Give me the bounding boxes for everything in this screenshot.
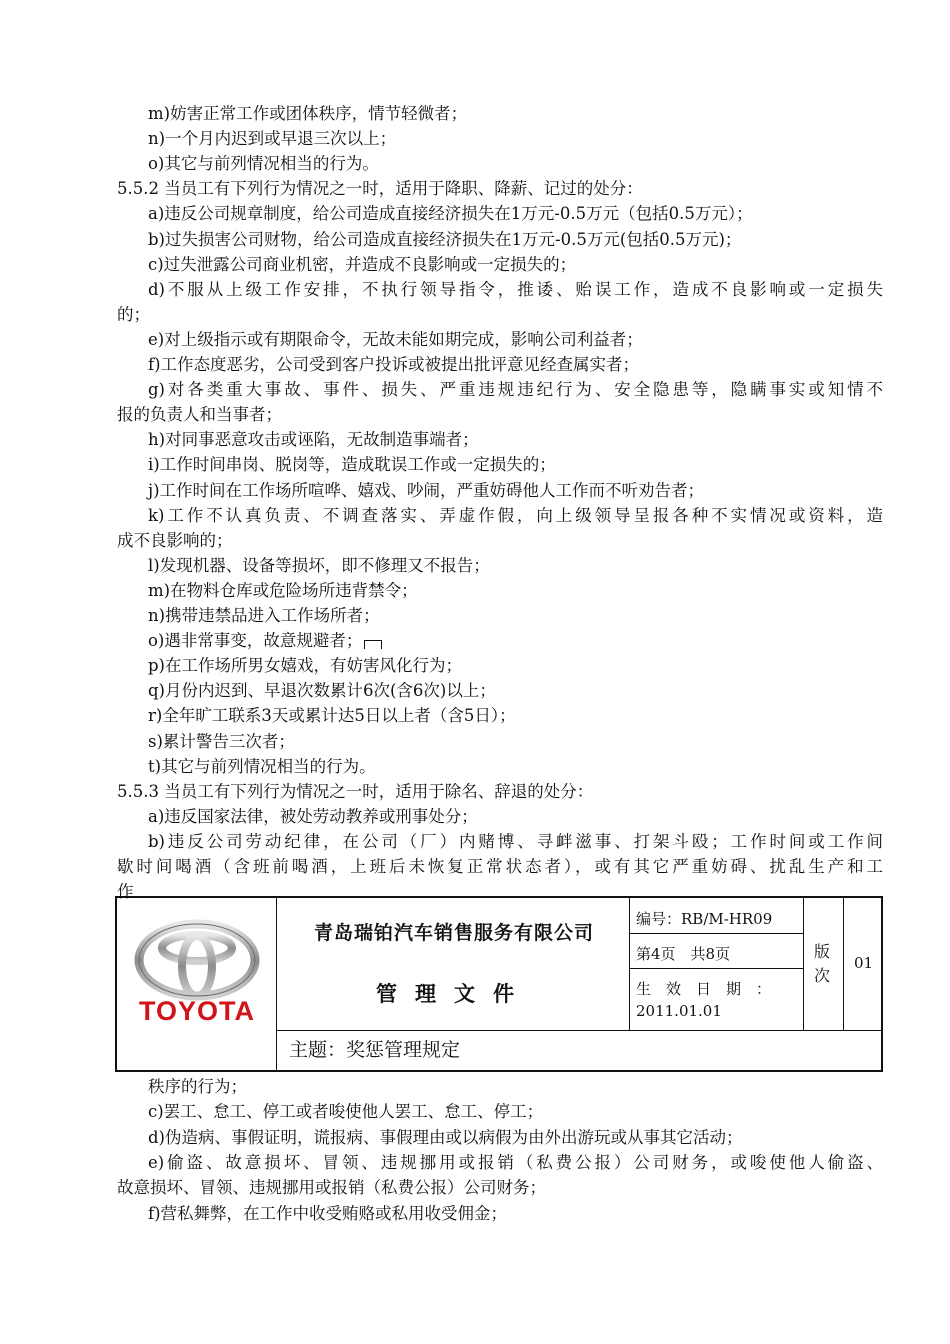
text-line — [148, 1102, 543, 1122]
text-line-content: 的； — [117, 304, 150, 324]
text-line-content: e)对上级指示或有期限命令，无故未能如期完成，影响公司利益者； — [148, 329, 643, 349]
text-line — [148, 230, 741, 250]
text-line — [117, 782, 593, 802]
text-line-content: t)其它与前列情况相当的行为。 — [148, 756, 376, 776]
version-number: 01 — [854, 954, 874, 972]
version-label: 版次 — [814, 942, 831, 985]
text-line — [148, 129, 396, 149]
text-line-content: j)工作时间在工作场所喧哗、嬉戏、吵闹，严重妨碍他人工作而不听劝告者； — [148, 480, 705, 500]
text-line-content: g)对各类重大事故、事件、损失、严重违规违纪行为、安全隐患等，隐瞒事实或知情不 — [148, 380, 883, 400]
text-line-content: b)过失损害公司财物，给公司造成直接经济损失在1万元-0.5万元(包括0.5万元)； — [148, 229, 742, 249]
text-line — [148, 481, 704, 501]
text-line — [148, 732, 295, 752]
text-line — [148, 355, 639, 375]
text-line — [148, 280, 883, 300]
text-line-content: 成不良影响的； — [117, 530, 233, 550]
text-line — [148, 204, 753, 224]
text-line-content: d)不服从上级工作安排，不执行领导指令，推诿、贻误工作，造成不良影响或一定损失 — [148, 279, 883, 299]
text-line — [148, 656, 462, 676]
text-line — [148, 1128, 743, 1148]
text-line — [148, 506, 883, 526]
text-line-content: 秩序的行为； — [148, 1077, 247, 1096]
text-line-content: p)在工作场所男女嬉戏，有妨害风化行为； — [148, 656, 462, 676]
text-line — [117, 1178, 546, 1198]
document-code: 编号：RB/M-HR09 — [636, 910, 773, 928]
page-number: 第4页 共8页 — [636, 945, 731, 963]
text-line — [148, 681, 496, 701]
text-line-content: 5.5.2 当员工有下列行为情况之一时，适用于降职、降薪、记过的处分： — [117, 179, 643, 199]
text-line — [148, 757, 376, 777]
text-line-content: o)遇非常事变，故意规避者； — [148, 631, 363, 651]
text-line-content: m)妨害正常工作或团体秩序，情节轻微者； — [148, 104, 468, 123]
text-line-content: b)违反公司劳动纪律，在公司（厂）内赌博、寻衅滋事、打架斗殴；工作时间或工作间 — [148, 831, 883, 851]
effective-date: 2011.01.01 — [636, 1002, 722, 1020]
document-subject: 主题：奖惩管理规定 — [289, 1039, 461, 1061]
text-line — [117, 857, 883, 877]
text-line — [148, 556, 490, 576]
text-line-content: c)过失泄露公司商业机密，并造成不良影响或一定损失的； — [148, 254, 577, 274]
text-line-content: m)在物料仓库或危险场所违背禁令； — [148, 580, 418, 600]
text-line — [148, 380, 883, 400]
text-line-content: o)其它与前列情况相当的行为。 — [148, 154, 379, 174]
text-line — [148, 581, 418, 601]
text-line — [148, 104, 467, 124]
text-line — [148, 430, 479, 450]
text-line — [148, 1153, 883, 1173]
text-line — [148, 832, 883, 852]
text-line-content: e)偷盗、故意损坏、冒领、违规挪用或报销（私费公报）公司财务，或唆使他人偷盗、 — [148, 1152, 883, 1172]
document-header — [115, 896, 883, 1072]
text-line — [148, 330, 643, 350]
text-line — [117, 305, 150, 325]
text-line-content: c)罢工、怠工、停工或者唆使他人罢工、怠工、停工； — [148, 1102, 544, 1122]
effective-date-label: 生 效 日 期 ： — [636, 980, 772, 998]
text-line-content: 报的负责人和当事者； — [117, 405, 282, 425]
text-line — [148, 706, 516, 726]
text-line-content: d)伪造病、事假证明，谎报病、事假理由或以病假为由外出游玩或从事其它活动； — [148, 1127, 743, 1147]
toyota-emblem-icon — [117, 898, 277, 1072]
text-line — [117, 531, 233, 551]
text-line-content: f)营私舞弊，在工作中收受贿赂或私用收受佣金； — [148, 1203, 508, 1223]
text-line — [148, 1077, 247, 1097]
text-line-content: n)携带违禁品进入工作场所者； — [148, 606, 380, 625]
text-line — [148, 255, 576, 275]
text-line — [148, 154, 379, 174]
text-line — [148, 606, 380, 626]
text-line — [148, 631, 382, 651]
company-name: 青岛瑞铂汽车销售服务有限公司 — [313, 922, 594, 944]
toyota-logo — [117, 898, 277, 1072]
text-line — [148, 1204, 507, 1224]
text-line-content: a)违反国家法律，被处劳动教养或刑事处分； — [148, 806, 478, 826]
text-line-content: q)月份内迟到、早退次数累计6次(含6次)以上； — [148, 681, 496, 701]
text-line — [148, 455, 556, 475]
logo-wordmark: TOYOTA — [138, 996, 256, 1026]
text-line-content: i)工作时间串岗、脱岗等，造成耽误工作或一定损失的； — [148, 455, 556, 475]
edit-mark-icon — [364, 640, 382, 649]
text-line — [148, 807, 478, 827]
text-line-content: 5.5.3 当员工有下列行为情况之一时，适用于除名、辞退的处分： — [117, 781, 594, 801]
text-line-content: r)全年旷工联系3天或累计达5日以上者（含5日）； — [148, 706, 516, 726]
text-line-content: l)发现机器、设备等损坏，即不修理又不报告； — [148, 555, 490, 575]
text-line-content: s)累计警告三次者； — [148, 731, 295, 751]
text-line — [117, 179, 643, 199]
document-type: 管理文件 — [376, 981, 532, 1006]
text-line-content: 故意损坏、冒领、违规挪用或报销（私费公报）公司财务； — [117, 1178, 546, 1198]
text-line-content: 歇时间喝酒（含班前喝酒，上班后未恢复正常状态者），或有其它严重妨碍、扰乱生产和工 — [117, 857, 883, 876]
text-line-content: k)工作不认真负责、不调查落实、弄虚作假，向上级领导呈报各种不实情况或资料，造 — [148, 505, 883, 525]
text-line-content: a)违反公司规章制度，给公司造成直接经济损失在1万元-0.5万元（包括0.5万元）； — [148, 204, 753, 224]
text-line-content: n)一个月内迟到或早退三次以上； — [148, 129, 397, 149]
text-line — [117, 405, 282, 425]
text-line-content: f)工作态度恶劣，公司受到客户投诉或被提出批评意见经查属实者； — [148, 355, 640, 374]
text-line-content: 作 — [117, 882, 134, 902]
text-line-content: h)对同事恶意攻击或诬陷，无故制造事端者； — [148, 430, 479, 450]
